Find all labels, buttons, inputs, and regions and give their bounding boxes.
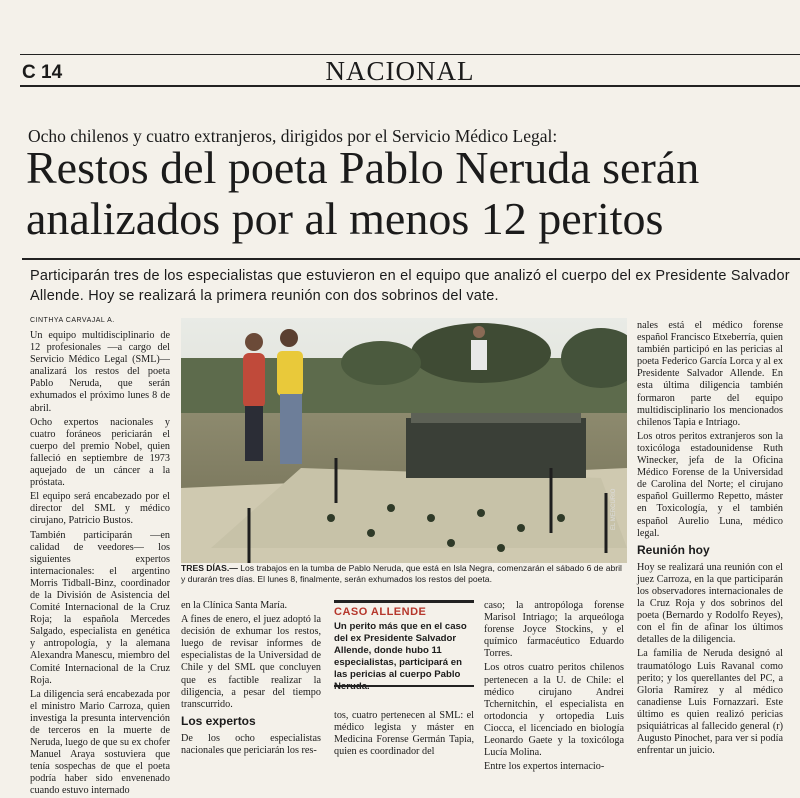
photo-caption xyxy=(181,563,627,585)
subhead-los-expertos: Los expertos xyxy=(181,713,256,728)
article-deck: Participarán tres de los especialistas que estuvieron en el equipo que analizó el cuerpo del ex Presidente Salvador Allende. Hoy se realizará la primera reunión con dos sobrinos del vate. xyxy=(30,268,790,304)
paragraph: De los ocho especialistas nacionales que periciarán los res- xyxy=(181,732,321,757)
body-column-2b xyxy=(334,710,474,760)
photo-credit: EL MERCURIO xyxy=(611,488,617,530)
paragraph: en la Clínica Santa María. xyxy=(181,600,288,611)
article-headline: Restos del poeta Pablo Neruda serán analizados por al menos 12 peritos xyxy=(26,142,700,244)
paragraph: Los otros peritos extranjeros son la toxicóloga estadounidense Ruth Winecker, jefa de la Oficina Médico Forense de la Universidad de Carolina del Norte; el cirujano español Guillermo Repetto, máster en Toxicología, y el también español Aurelio Luna, médico legal. xyxy=(637,430,783,539)
body-column-4 xyxy=(637,320,783,759)
paragraph: También participarán —en calidad de veedores— los siguientes expertos internacionales: el argentino Morris Tidball-Binz, coordinador de la División de Asistencia del Comité Internacional de la Cruz Roja; la española Mercedes Salgado, especialista en genética y antropología, y la alemana Alexandra Manescu, miembro del Comité Internacional de la Cruz Roja. xyxy=(30,529,170,686)
body-column-3 xyxy=(484,600,624,775)
article-photo xyxy=(181,318,627,563)
paragraph: nales está el médico forense español Francisco Etxeberría, quien también participó en las pericias al poeta Federico García Lorca y al ex Presidente Salvador Allende. En esta última diligencia también formaron parte del equipo multidisciplinario los mencionados chilenos Tapia e Intriago. xyxy=(637,320,783,428)
paragraph: Hoy se realizará una reunión con el juez Carroza, en la que participarán los observadores internacionales de la Cruz Roja y dos sobrinos del poeta (Bernardo y Rodolfo Reyes), con el fin de afinar los últimos detalles de la diligencia. xyxy=(637,561,783,646)
cemetery-photo-illustration xyxy=(181,318,627,563)
caption-lead: TRES DÍAS.— xyxy=(181,563,238,573)
paragraph: La diligencia será encabezada por el ministro Mario Carroza, quien investiga la presunta intervención de terceros en la muerte de Neruda, luego de que su ex chofer Manuel Araya sostuviera que tenía sospechas de que el poeta podría haber sido envenenado cuando estuvo internado xyxy=(30,688,170,797)
header-top-rule xyxy=(20,54,800,55)
body-column-2 xyxy=(181,600,321,759)
paragraph: A fines de enero, el juez adoptó la decisión de exhumar los restos, luego de revisar informes de especialistas de la Universidad de Chile y del SML que concluyen que es factible realizar la diligencia, a pesar del tiempo transcurrido. xyxy=(181,614,321,710)
box-text: Un perito más que en el caso del ex Presidente Salvador Allende, donde hubo 11 especialistas, participará en las pericias al cuerpo Pablo xyxy=(334,621,467,680)
paragraph: La familia de Neruda designó al traumatólogo Luis Ravanal como perito; y los querellantes del PC, a Gloria Ramírez y al médico canadiense Luis Fornazzari. Este último es quien realizó pericias psiquiátricas al fallecido general (r) Augusto Pinochet, para ver si podía enfrentar un juicio. xyxy=(637,648,783,757)
body-column-1 xyxy=(30,330,170,797)
paragraph: Ocho expertos nacionales y cuatro foráneos periciarán el cuerpo del premio Nobel, quien falleció en septiembre de 1973 aquejado de un cáncer a la próstata. xyxy=(30,416,170,489)
article-kicker: Ocho chilenos y cuatro extranjeros, dirigidos por el Servicio Médico Legal: xyxy=(28,126,558,146)
page-number: C 14 xyxy=(22,62,63,83)
paragraph: Un equipo multidisciplinario de 12 profesionales —a cargo del Servicio Médico Legal (SML)— analizará los restos del poeta Pablo Neruda, que serán exhumados el próximo lunes 8 de abril. xyxy=(30,330,170,414)
caso-allende-box xyxy=(334,602,474,693)
paragraph: tos, cuatro pertenecen al SML: el médico legista y máster en Medicina Forense Germán Tapia, quien es coordinador del xyxy=(334,710,474,758)
paragraph: El equipo será encabezado por el director del SML y médico cirujano, Patricio Bustos. xyxy=(30,491,170,527)
byline: CINTHYA CARVAJAL A. xyxy=(30,317,115,324)
section-title: NACIONAL xyxy=(325,56,475,86)
paragraph: caso; la antropóloga forense Marisol Intriago; la arqueóloga forense Joyce Stockins, y el químico farmacéutico Eduardo Torres. xyxy=(484,600,624,660)
box-bottom-rule xyxy=(334,685,474,687)
box-title: CASO ALLENDE xyxy=(334,606,427,618)
caption-text: Los trabajos en la tumba de Pablo Neruda, que está en Isla Negra, comenzarán el sábado 6 de abril y durarán tres días. El lunes 8, finalmente, serán exhumados los restos del poeta. xyxy=(181,563,622,584)
paragraph: Los otros cuatro peritos chilenos pertenecen a la U. de Chile: el médico cirujano Andrei Tchernitchin, el especialista en ortodoncia y ortopedia Luis Ciocca, el licenciado en biología Leonardo Gaete y la toxicóloga Lucía Molina. xyxy=(484,662,624,759)
paragraph: Entre los expertos internacio- xyxy=(484,761,605,773)
deck-rule xyxy=(22,258,800,260)
subhead-reunion-hoy: Reunión hoy xyxy=(637,542,710,557)
